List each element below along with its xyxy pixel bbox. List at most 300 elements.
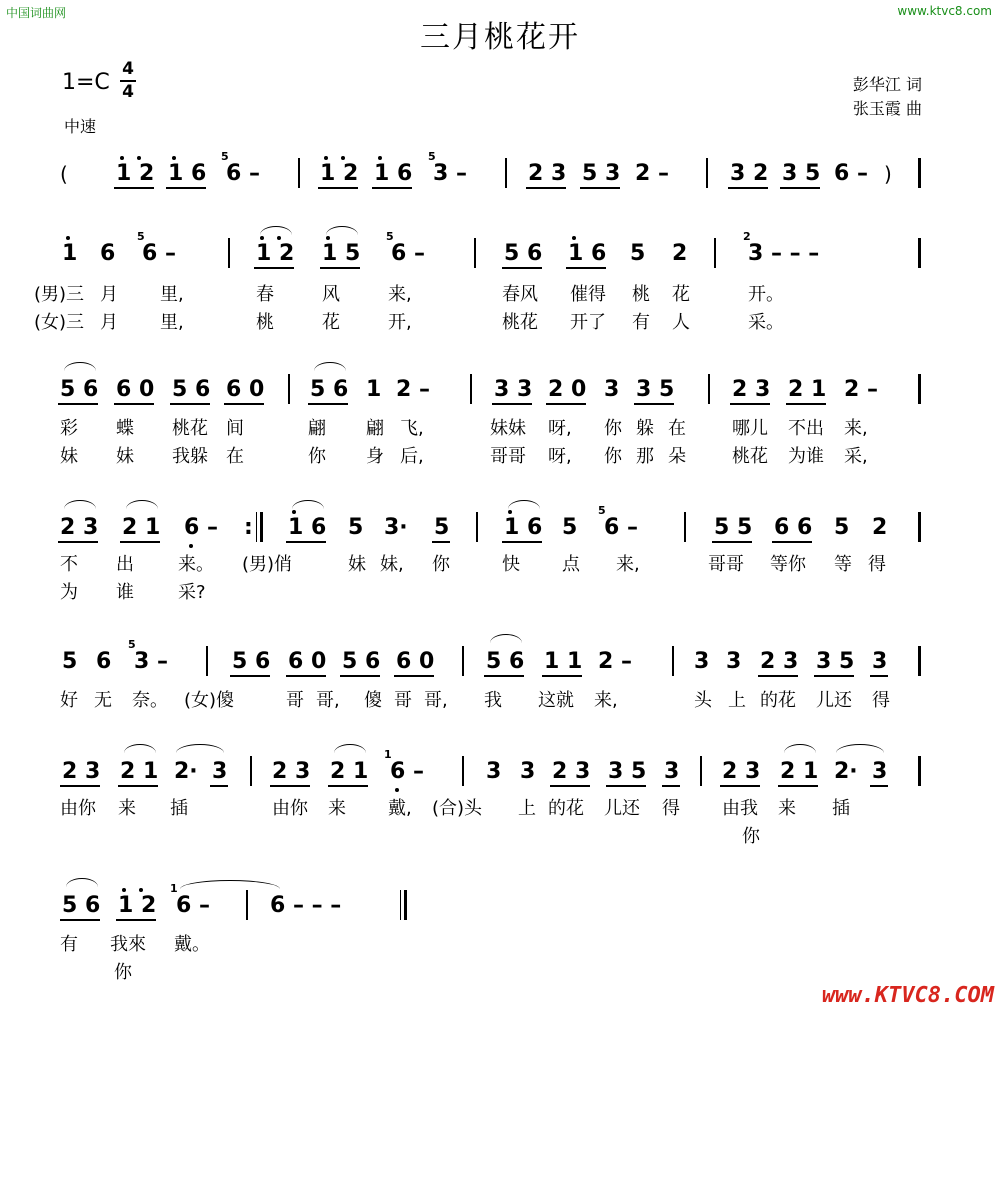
note: 2· (174, 759, 198, 784)
barline (684, 512, 686, 542)
lyric-word: (男)俏 (242, 554, 293, 575)
note-group: 1 5 (322, 241, 361, 266)
note-group: 6 0 (116, 377, 155, 402)
beam (606, 785, 646, 787)
note: 5 (562, 515, 578, 540)
note: 3 (726, 649, 742, 674)
lyric-word: 谁 (116, 582, 134, 603)
lyric-word: 不 (60, 554, 78, 575)
lyric-word: 你 (742, 826, 760, 847)
note: 6 – (834, 161, 868, 186)
time-signature (120, 60, 136, 102)
note: 6 – (390, 759, 424, 784)
lyric-word: 人 (672, 312, 690, 333)
lyric-word: 好 (60, 690, 78, 711)
lyric-word: 奈。 (132, 690, 168, 711)
barline (918, 756, 921, 786)
lyric-word: 妹 (348, 554, 366, 575)
note-group: 1 6 (374, 161, 413, 186)
lyric-word: 有 (632, 312, 650, 333)
lyric-word: 你 (114, 962, 132, 983)
low-dot (395, 788, 399, 792)
note-group: 2 3 (272, 759, 311, 784)
beam (340, 675, 380, 677)
lyric-word: 插 (170, 798, 188, 819)
close-paren: ) (884, 162, 892, 186)
grace-note: 1 (384, 748, 392, 761)
beam (170, 403, 210, 405)
high-dot (260, 236, 264, 240)
grace-note: 5 (128, 638, 136, 651)
lyric-word: 来, (844, 418, 868, 439)
beam (870, 785, 888, 787)
barline (918, 374, 921, 404)
lyric-word: 头 (694, 690, 712, 711)
barline (400, 890, 401, 920)
lyric-word: 呀, (548, 446, 572, 467)
lyric-word: 你 (432, 554, 450, 575)
lyric-word: 出 (116, 554, 134, 575)
note-group: 2 3 (732, 377, 771, 402)
grace-note: 5 (598, 504, 606, 517)
note: 5 (62, 649, 78, 674)
lyric-word: 这就 (538, 690, 574, 711)
lyric-line-1-male (34, 282, 784, 308)
lyric-word: 采, (844, 446, 868, 467)
grace-note: 2 (743, 230, 751, 243)
high-dot (378, 156, 382, 160)
high-dot (172, 156, 176, 160)
note-group: 2 0 (548, 377, 587, 402)
high-dot (120, 156, 124, 160)
lyric-word: 由你 (60, 798, 96, 819)
beam (320, 267, 360, 269)
lyric-word: 哥 (286, 690, 304, 711)
lyric-word: 催得 (570, 284, 606, 305)
note: 5 (434, 515, 450, 540)
note: 6 – – – (270, 893, 342, 918)
lyric-word: 开, (388, 312, 412, 333)
barline (918, 158, 921, 188)
note-group: 2 3 (60, 515, 99, 540)
beam (58, 403, 98, 405)
barline (708, 374, 710, 404)
note-group: 1 6 (568, 241, 607, 266)
lyric-line-4 (60, 688, 890, 714)
lyric-line-2-a (60, 416, 868, 442)
note: 2 – (844, 377, 878, 402)
barline (470, 374, 472, 404)
lyric-line-2-b (60, 444, 868, 470)
note-group: 2 1 (122, 515, 161, 540)
high-dot (508, 510, 512, 514)
lyric-word: 你 (604, 418, 622, 439)
lyric-word: 来, (388, 284, 412, 305)
note-group: 2 3 (760, 649, 799, 674)
lyricist-credit: 彭华江 词 (852, 75, 922, 94)
lyric-line-6 (60, 932, 210, 958)
score-line-6 (0, 748, 1000, 792)
score-line-1 (0, 150, 1000, 194)
note: 2 (872, 515, 888, 540)
barline (288, 374, 290, 404)
beam (230, 675, 270, 677)
beam (114, 403, 154, 405)
lyric-word: 你 (308, 446, 326, 467)
lyric-word: 风 (322, 284, 340, 305)
note-group: 5 6 (172, 377, 211, 402)
lyric-word: 哥, (316, 690, 340, 711)
lyric-word: (合)头 (432, 798, 483, 819)
note-group: 5 6 (60, 377, 99, 402)
lyric-word: 妹 (60, 446, 78, 467)
beam (720, 785, 760, 787)
note: 3 (694, 649, 710, 674)
high-dot (341, 156, 345, 160)
lyric-word: 无 (94, 690, 112, 711)
note-group: 5 5 (714, 515, 753, 540)
lyric-word: 为 (60, 582, 78, 603)
barline (250, 756, 252, 786)
beam (432, 541, 450, 543)
lyric-word: 躲 (636, 418, 654, 439)
beam (772, 541, 812, 543)
lyric-word: 哪儿 (732, 418, 768, 439)
note-group: 1 6 (504, 515, 543, 540)
note: 2 (672, 241, 688, 266)
lyric-word: 哥哥 (490, 446, 526, 467)
note-group: 2 3 (722, 759, 761, 784)
beam (712, 541, 752, 543)
note: 3 (872, 649, 888, 674)
repeat-dots: : (244, 515, 253, 540)
note-group: 6 0 (396, 649, 435, 674)
high-dot (326, 236, 330, 240)
beam (328, 785, 368, 787)
note: 6 (96, 649, 112, 674)
note-group: 1 6 (168, 161, 207, 186)
lyric-word: 蝶 (116, 418, 134, 439)
grace-note: 1 (170, 882, 178, 895)
barline (462, 756, 464, 786)
lyric-word: 点 (562, 554, 580, 575)
lyric-line-3-a (60, 552, 886, 578)
beam (780, 187, 820, 189)
lyric-line-5-b (60, 824, 760, 850)
beam (814, 675, 854, 677)
lyric-word: 桃 (632, 284, 650, 305)
note: 2 – (598, 649, 632, 674)
final-barline (404, 890, 407, 920)
beam (502, 541, 542, 543)
beam (484, 675, 524, 677)
high-dot (122, 888, 126, 892)
note-group: 2 1 (120, 759, 159, 784)
grace-note: 5 (428, 150, 436, 163)
lyric-word: 来 (778, 798, 796, 819)
note-group: 1 2 (116, 161, 155, 186)
note-group: 3 5 (636, 377, 675, 402)
beam (286, 541, 326, 543)
lyric-word: 呀, (548, 418, 572, 439)
lyric-word: 哥 (394, 690, 412, 711)
lyric-word: 那 (636, 446, 654, 467)
note: 2 – (396, 377, 430, 402)
watermark-logo[interactable]: www.KTVC8.COM (821, 983, 994, 1008)
note-group: 3 5 (782, 161, 821, 186)
site-name-top-left: 中国词曲网 (6, 6, 67, 20)
beam (60, 785, 100, 787)
note: 5 (834, 515, 850, 540)
score-line-7 (0, 882, 1000, 926)
high-dot (277, 236, 281, 240)
note: 5 (630, 241, 646, 266)
note-group: 3 2 (730, 161, 769, 186)
note: 3· (384, 515, 408, 540)
high-dot (292, 510, 296, 514)
lyric-word: 来。 (178, 554, 214, 575)
lyric-word: (女)三 (34, 312, 85, 333)
grace-note: 5 (386, 230, 394, 243)
note: 3 – (433, 161, 467, 186)
note: 3 – – – (748, 241, 820, 266)
note-group: 1 6 (288, 515, 327, 540)
lyric-line-6-b (60, 960, 132, 986)
lyric-word: 得 (662, 798, 680, 819)
beam (566, 267, 606, 269)
beam (166, 187, 206, 189)
lyric-word: 来, (616, 554, 640, 575)
high-dot (66, 236, 70, 240)
note-group: 5 6 (232, 649, 271, 674)
note: 6 – (142, 241, 176, 266)
lyric-line-3-b (60, 580, 206, 606)
lyric-word: 上 (728, 690, 746, 711)
note-group: 6 0 (226, 377, 265, 402)
note-group: 5 3 (582, 161, 621, 186)
beam (394, 675, 434, 677)
lyric-word: 等 (834, 554, 852, 575)
note: 5 (348, 515, 364, 540)
barline (462, 646, 464, 676)
beam (372, 187, 412, 189)
beam (870, 675, 888, 677)
barline (505, 158, 507, 188)
lyric-word: 后, (400, 446, 424, 467)
beam (492, 403, 532, 405)
lyric-word: 翩 (308, 418, 326, 439)
note: 6 – (226, 161, 260, 186)
beam (318, 187, 358, 189)
lyric-word: 妹妹 (490, 418, 526, 439)
note-group: 6 6 (774, 515, 813, 540)
lyric-word: 桃花 (172, 418, 208, 439)
lyric-word: 哥哥 (708, 554, 744, 575)
lyric-word: 由我 (722, 798, 758, 819)
lyric-word: (女)傻 (184, 690, 235, 711)
note: 3 (604, 377, 620, 402)
beam (542, 675, 582, 677)
beam (286, 675, 326, 677)
barline (298, 158, 300, 188)
time-signature-top: 4 (122, 59, 134, 79)
beam (224, 403, 264, 405)
lyric-word: 你 (604, 446, 622, 467)
note-group: 5 6 (310, 377, 349, 402)
lyric-word: 翩 (366, 418, 384, 439)
site-url-top-right[interactable]: www.ktvc8.com (897, 4, 992, 18)
barline (706, 158, 708, 188)
barline (918, 238, 921, 268)
score-line-5 (0, 638, 1000, 682)
barline (246, 890, 248, 920)
score-line-4 (0, 504, 1000, 548)
note-group: 5 6 (486, 649, 525, 674)
beam (758, 675, 798, 677)
lyric-word: 桃花 (732, 446, 768, 467)
lyric-word: 采? (178, 582, 206, 603)
lyric-word: 我來 (110, 934, 146, 955)
note: 6 (100, 241, 116, 266)
barline (228, 238, 230, 268)
lyric-word: 里, (160, 312, 184, 333)
lyric-word: 傻 (364, 690, 382, 711)
lyric-word: 桃 (256, 312, 274, 333)
note: 6 – (391, 241, 425, 266)
lyric-word: 开。 (748, 284, 784, 305)
barline (672, 646, 674, 676)
beam (550, 785, 590, 787)
beam (778, 785, 818, 787)
beam (662, 785, 680, 787)
lyric-word: 采。 (748, 312, 784, 333)
lyric-word: 身 (366, 446, 384, 467)
beam (634, 403, 674, 405)
lyric-word: 花 (672, 284, 690, 305)
lyric-word: 花 (322, 312, 340, 333)
note-group: 5 6 (504, 241, 543, 266)
lyric-word: 由你 (272, 798, 308, 819)
grace-note: 5 (137, 230, 145, 243)
note-group: 1 2 (118, 893, 157, 918)
beam (526, 187, 566, 189)
note: 1 (366, 377, 382, 402)
beam (120, 541, 160, 543)
lyric-word: 有 (60, 934, 78, 955)
beam (60, 919, 100, 921)
high-dot (324, 156, 328, 160)
lyric-word: 在 (226, 446, 244, 467)
note: 3 (520, 759, 536, 784)
beam (254, 267, 294, 269)
note: 3 (486, 759, 502, 784)
lyric-word: 得 (868, 554, 886, 575)
high-dot (137, 156, 141, 160)
lyric-word: 春 (256, 284, 274, 305)
barline (918, 646, 921, 676)
lyric-word: 妹 (116, 446, 134, 467)
note-group: 1 2 (256, 241, 295, 266)
lyric-word: 插 (832, 798, 850, 819)
beam (502, 267, 542, 269)
beam (730, 403, 770, 405)
lyric-word: 等你 (770, 554, 806, 575)
open-paren: ( (60, 162, 68, 186)
note-group: 3 5 (608, 759, 647, 784)
note: 6 – (184, 515, 218, 540)
note-group: 3 3 (494, 377, 533, 402)
barline (700, 756, 702, 786)
beam (308, 403, 348, 405)
lyric-word: 不出 (788, 418, 824, 439)
lyric-word: 戴, (388, 798, 412, 819)
beam (116, 919, 156, 921)
high-dot (572, 236, 576, 240)
beam (728, 187, 768, 189)
lyric-word: 我躲 (172, 446, 208, 467)
high-dot (139, 888, 143, 892)
lyric-word: 春风 (502, 284, 538, 305)
note: 3 – (134, 649, 168, 674)
barline (714, 238, 716, 268)
barline (476, 512, 478, 542)
note-group: 2 3 (62, 759, 101, 784)
beam (270, 785, 310, 787)
lyric-word: 里, (160, 284, 184, 305)
lyric-word: 妹, (380, 554, 404, 575)
lyric-word: 的花 (548, 798, 584, 819)
tempo-marking: 中速 (64, 117, 97, 136)
note: 6 – (604, 515, 638, 540)
lyric-word: 来 (118, 798, 136, 819)
lyric-word: 戴。 (174, 934, 210, 955)
note-group: 2 1 (330, 759, 369, 784)
score-line-2 (0, 230, 1000, 274)
lyric-word: 得 (872, 690, 890, 711)
note-group: 2 3 (528, 161, 567, 186)
note-group: 5 6 (62, 893, 101, 918)
note: 1 (62, 241, 78, 266)
lyric-word: 飞, (400, 418, 424, 439)
lyric-word: 朵 (668, 446, 686, 467)
note: 3 (664, 759, 680, 784)
lyric-word: 彩 (60, 418, 78, 439)
barline (206, 646, 208, 676)
lyric-line-1-female (34, 310, 784, 336)
note: 2· (834, 759, 858, 784)
lyric-word: 儿还 (604, 798, 640, 819)
lyric-word: 为谁 (788, 446, 824, 467)
lyric-word: 在 (668, 418, 686, 439)
lyric-word: 开了 (570, 312, 606, 333)
lyric-word: 月 (100, 312, 118, 333)
lyric-word: 月 (100, 284, 118, 305)
note-group: 2 3 (552, 759, 591, 784)
note-group: 3 5 (816, 649, 855, 674)
lyric-word: (男)三 (34, 284, 85, 305)
lyric-word: 桃花 (502, 312, 538, 333)
barline (260, 512, 263, 542)
lyric-word: 我 (484, 690, 502, 711)
score-line-3 (0, 370, 1000, 410)
beam (118, 785, 158, 787)
lyric-word: 来 (328, 798, 346, 819)
note: 3 (872, 759, 888, 784)
note-group: 1 2 (320, 161, 359, 186)
lyric-line-5 (60, 796, 850, 822)
note-group: 2 1 (788, 377, 827, 402)
note: 2 – (635, 161, 669, 186)
